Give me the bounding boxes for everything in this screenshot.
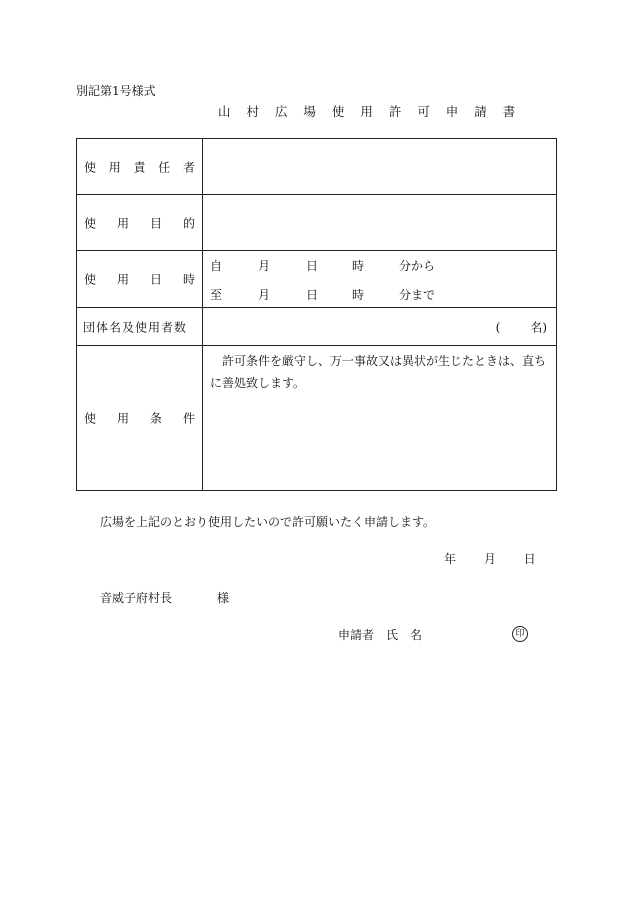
purpose-row: [77, 195, 557, 251]
datetime-from-line: 自 月 日 時 分から: [210, 259, 436, 273]
datetime-field[interactable]: [203, 251, 557, 308]
responsible-person-label-cell: [77, 139, 203, 195]
application-date: [444, 550, 536, 567]
applicant-name-label: 氏 名: [386, 628, 423, 642]
responsible-person-label: 使 用 責 任 者: [84, 160, 195, 174]
addressee-name: 音威子府村長: [100, 591, 173, 605]
group-row: [77, 308, 557, 346]
datetime-label-cell: [77, 251, 203, 308]
date-month-label: 月: [483, 552, 496, 566]
group-label-cell: [77, 308, 203, 346]
conditions-row: [77, 346, 557, 491]
applicant-line: [338, 626, 422, 643]
conditions-label-cell: [77, 346, 203, 491]
request-statement: 広場を上記のとおり使用したいので許可願いたく申請します。: [100, 515, 436, 529]
seal-icon: 印: [512, 626, 528, 642]
group-field[interactable]: [203, 308, 557, 346]
form-number-label: 別記第1号様式: [76, 84, 156, 98]
purpose-label: 使 用 目 的: [84, 216, 195, 230]
conditions-label: 使 用 条 件: [84, 411, 195, 426]
datetime-row: [77, 251, 557, 308]
applicant-label: 申請者: [338, 628, 375, 642]
conditions-text: 許可条件を厳守し、万一事故又は異状が生じたときは、直ちに善処致します。: [210, 354, 547, 390]
responsible-person-field[interactable]: [203, 139, 557, 195]
datetime-to-line: 至 月 日 時 分まで: [210, 288, 436, 302]
purpose-label-cell: [77, 195, 203, 251]
application-form-table: [76, 138, 557, 491]
conditions-field: [203, 346, 557, 491]
addressee-suffix: 様: [217, 591, 230, 605]
addressee: [100, 589, 229, 606]
purpose-field[interactable]: [203, 195, 557, 251]
group-label: 団体名及使用者数: [83, 320, 188, 334]
date-day-label: 日: [523, 552, 536, 566]
document-title: 山 村 広 場 使 用 許 可 申 請 書: [218, 104, 522, 119]
responsible-person-row: [77, 139, 557, 195]
datetime-label: 使 用 日 時: [84, 272, 195, 287]
date-year-label: 年: [444, 552, 457, 566]
persons-count: ( 名): [495, 320, 547, 334]
